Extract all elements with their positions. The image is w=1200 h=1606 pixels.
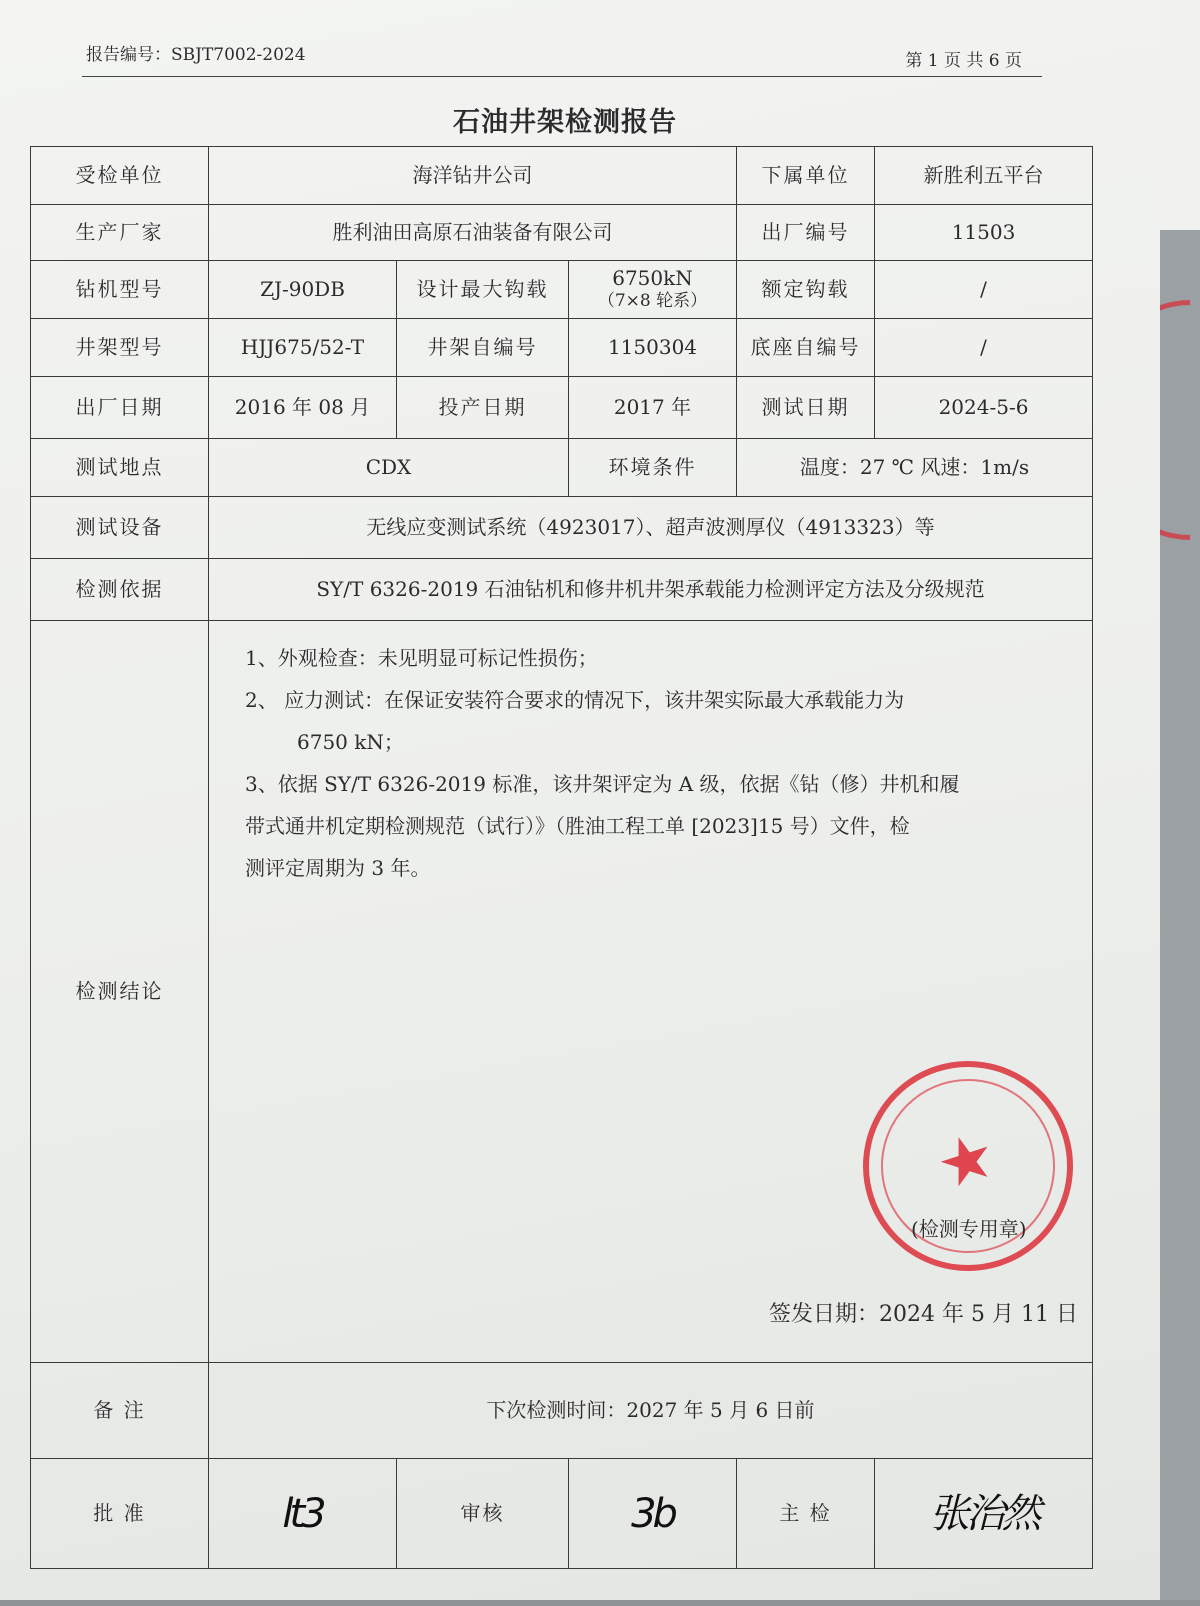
conclusion-line-2b: 6750 kN；	[297, 730, 404, 754]
value-derrick-no: 1150304	[569, 319, 737, 377]
label-serial: 出厂编号	[737, 205, 875, 261]
report-number: 报告编号：SBJT7002-2024	[86, 45, 306, 65]
label-derrick-no: 井架自编号	[397, 319, 569, 377]
label-derrick-model: 井架型号	[31, 319, 209, 377]
label-manufacturer: 生产厂家	[31, 205, 209, 261]
page-header	[82, 36, 1042, 77]
value-factory-date: 2016 年 08 月	[209, 377, 397, 439]
label-basis: 检测依据	[31, 559, 209, 621]
value-base-no: /	[875, 319, 1093, 377]
signature-inspector	[875, 1459, 1093, 1569]
signature-approve-mark: lt3	[282, 1490, 323, 1537]
label-rated-hook: 额定钩载	[737, 261, 875, 319]
document-title: 石油井架检测报告	[453, 107, 677, 138]
value-inspected-unit: 海洋钻井公司	[209, 147, 737, 205]
label-inspected-unit: 受检单位	[31, 147, 209, 205]
signature-approve	[209, 1459, 397, 1569]
row-test-site	[31, 439, 1093, 497]
design-hook-note: （7×8 轮系）	[597, 291, 708, 312]
value-basis: SY/T 6326-2019 石油钻机和修井机井架承载能力检测评定方法及分级规范	[209, 559, 1093, 621]
row-conclusion	[31, 621, 1093, 1363]
value-rig-model: ZJ-90DB	[209, 261, 397, 319]
page-indicator: 第 1 页 共 6 页	[905, 51, 1022, 71]
signature-review-mark: 3b	[631, 1490, 674, 1537]
label-factory-date: 出厂日期	[31, 377, 209, 439]
conclusion-line-3c: 测评定周期为 3 年。	[245, 856, 431, 880]
label-test-date: 测试日期	[737, 377, 875, 439]
value-remark: 下次检测时间：2027 年 5 月 6 日前	[209, 1363, 1093, 1459]
signature-inspector-mark: 张治然	[929, 1490, 1038, 1537]
label-production-date: 投产日期	[397, 377, 569, 439]
label-review: 审核	[397, 1459, 569, 1569]
value-design-hook	[569, 261, 737, 319]
row-remark	[31, 1363, 1093, 1459]
stamp-label: (检测专用章)	[911, 1217, 1027, 1241]
conclusion-line-3b: 带式通井机定期检测规范（试行）》（胜油工程工单 [2023]15 号）文件，检	[245, 814, 910, 838]
label-test-site: 测试地点	[31, 439, 209, 497]
report-sheet	[0, 146, 1115, 1606]
value-manufacturer: 胜利油田高原石油装备有限公司	[209, 205, 737, 261]
issue-date: 签发日期：2024 年 5 月 11 日	[769, 1302, 1078, 1327]
value-rated-hook: /	[875, 261, 1093, 319]
row-rig-model	[31, 261, 1093, 319]
value-production-date: 2017 年	[569, 377, 737, 439]
value-conclusion	[209, 621, 1093, 1363]
report-table	[30, 146, 1093, 1569]
row-inspected-unit	[31, 147, 1093, 205]
value-test-date: 2024-5-6	[875, 377, 1093, 439]
label-conclusion: 检测结论	[31, 621, 209, 1363]
conclusion-line-2a: 2、 应力测试：在保证安装符合要求的情况下，该井架实际最大承载能力为	[245, 688, 905, 712]
label-approve: 批 准	[31, 1459, 209, 1569]
row-basis	[31, 559, 1093, 621]
value-derrick-model: HJJ675/52-T	[209, 319, 397, 377]
value-sub-unit: 新胜利五平台	[875, 147, 1093, 205]
official-stamp-seal	[836, 1034, 1101, 1299]
row-equipment	[31, 497, 1093, 559]
label-inspector: 主 检	[737, 1459, 875, 1569]
row-dates	[31, 377, 1093, 439]
label-sub-unit: 下属单位	[737, 147, 875, 205]
label-rig-model: 钻机型号	[31, 261, 209, 319]
label-env: 环境条件	[569, 439, 737, 497]
label-remark: 备 注	[31, 1363, 209, 1459]
stamp-star-icon: ★	[927, 1117, 1006, 1206]
conclusion-line-1: 1、外观检查：未见明显可标记性损伤；	[245, 646, 598, 670]
value-test-site: CDX	[209, 439, 569, 497]
label-equipment: 测试设备	[31, 497, 209, 559]
value-equipment: 无线应变测试系统（4923017）、超声波测厚仪（4913323）等	[209, 497, 1093, 559]
row-manufacturer	[31, 205, 1093, 261]
row-derrick-model	[31, 319, 1093, 377]
value-env: 温度：27 ℃ 风速：1m/s	[737, 439, 1093, 497]
value-serial: 11503	[875, 205, 1093, 261]
design-hook-value: 6750kN	[612, 266, 693, 291]
conclusion-line-3a: 3、依据 SY/T 6326-2019 标准，该井架评定为 A 级，依据《钻（修）井机和履	[245, 772, 960, 796]
signature-review	[569, 1459, 737, 1569]
row-signatures	[31, 1459, 1093, 1569]
label-design-hook: 设计最大钩载	[397, 261, 569, 319]
label-base-no: 底座自编号	[737, 319, 875, 377]
